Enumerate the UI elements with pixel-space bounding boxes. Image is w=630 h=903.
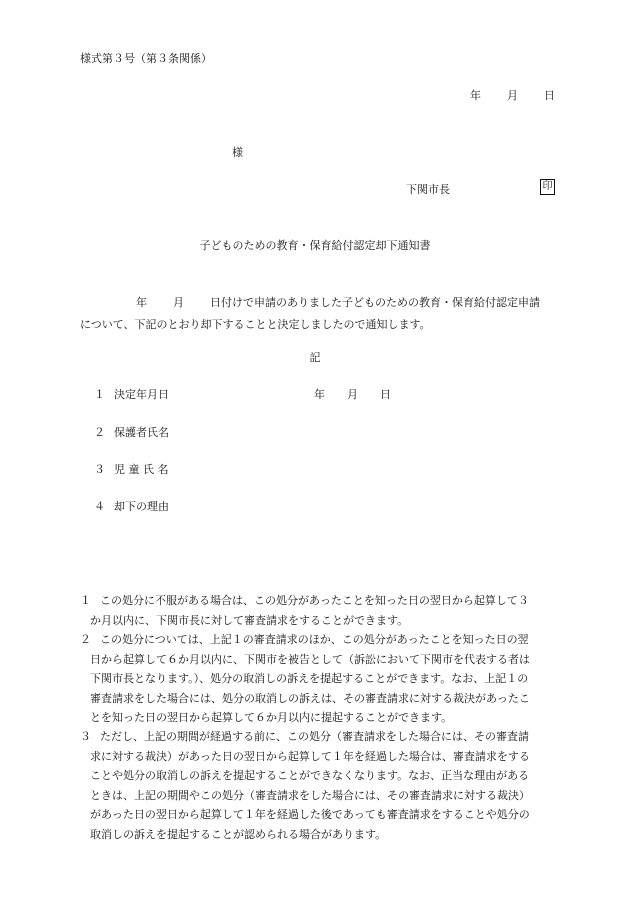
item-number: ３	[94, 463, 105, 476]
document-title: 子どものための教育・保育給付認定却下通知書	[199, 239, 431, 252]
item-label: 児 童 氏 名	[114, 463, 169, 476]
item-number: ２	[94, 426, 105, 439]
note-item	[80, 591, 562, 630]
item-row	[94, 425, 169, 442]
note-line: ３ ただし、上記の期間が経過する前に、この処分（審査請求をした場合には、その審査請	[80, 727, 562, 747]
note-line: 取消しの訴えを提起することが認められる場合があります。	[90, 827, 387, 841]
issuer-name: 下関市長	[406, 183, 450, 196]
note-line: 求に対する裁決）があった日の翌日から起算して１年を経過した場合は、審査請求をする	[90, 749, 530, 763]
addressee-suffix: 様	[232, 146, 243, 159]
item-number: ４	[94, 500, 105, 513]
note-number: ２	[80, 633, 91, 646]
date-year: 年	[470, 89, 481, 102]
note-line: ときは、上記の期間やこの処分（審査請求をした場合には、その審査請求に対する裁決）	[90, 788, 530, 802]
note-number: ３	[80, 730, 91, 743]
note-item	[80, 630, 562, 728]
note-line: １ この処分に不服がある場合は、この処分があったことを知った日の翌日から起算して３	[80, 591, 562, 611]
body-month: 月	[173, 296, 184, 309]
ki-heading: 記	[309, 351, 321, 364]
seal-stamp: 印	[540, 179, 555, 195]
note-number: １	[80, 594, 91, 607]
note-line: があった日の翌日から起算して１年を経過した後であっても審査請求をすることや処分の	[90, 808, 530, 821]
body-line-1	[80, 292, 560, 314]
item-row	[94, 462, 169, 479]
item-label: 決定年月日	[114, 388, 169, 401]
body-year: 年	[136, 296, 147, 309]
note-line: か月以内に、下関市長に対して審査請求をすることができます。	[90, 613, 409, 627]
note-line: 日から起算して６か月以内に、下関市を被告として（訴訟において下関市を代表する者は	[90, 652, 530, 666]
item-value: 年 月 日	[314, 388, 391, 401]
body-line-2: について、下記のとおり却下することと決定しましたので通知します。	[80, 318, 431, 331]
item-label: 却下の理由	[114, 500, 169, 513]
item-number: １	[94, 388, 105, 401]
body-line-1-rest: 日付けで申請のありました子どものための教育・保育給付認定申請	[210, 296, 540, 309]
item-row	[94, 387, 391, 404]
note-line: 審査請求をした場合には、処分の取消しの訴えは、その審査請求に対する裁決があったこ	[90, 691, 530, 705]
note-line: 下関市長となります。）、処分の取消しの訴えを提起することができます。なお、上記１の	[90, 672, 529, 685]
note-item	[80, 727, 562, 844]
note-line: ことや処分の取消しの訴えを提起することができなくなります。なお、正当な理由がある	[90, 769, 530, 782]
body-paragraph	[80, 292, 560, 336]
item-row	[94, 499, 169, 516]
date-month: 月	[507, 89, 518, 102]
form-number: 様式第３号（第３条関係）	[80, 52, 212, 65]
item-label: 保護者氏名	[114, 426, 169, 439]
date-day: 日	[544, 89, 555, 102]
note-line: ２ この処分については、上記１の審査請求のほか、この処分があったことを知った日の翌	[80, 630, 562, 650]
document-date	[470, 88, 555, 105]
note-line: とを知った日の翌日から起算して６か月以内に提起することができます。	[90, 711, 453, 724]
